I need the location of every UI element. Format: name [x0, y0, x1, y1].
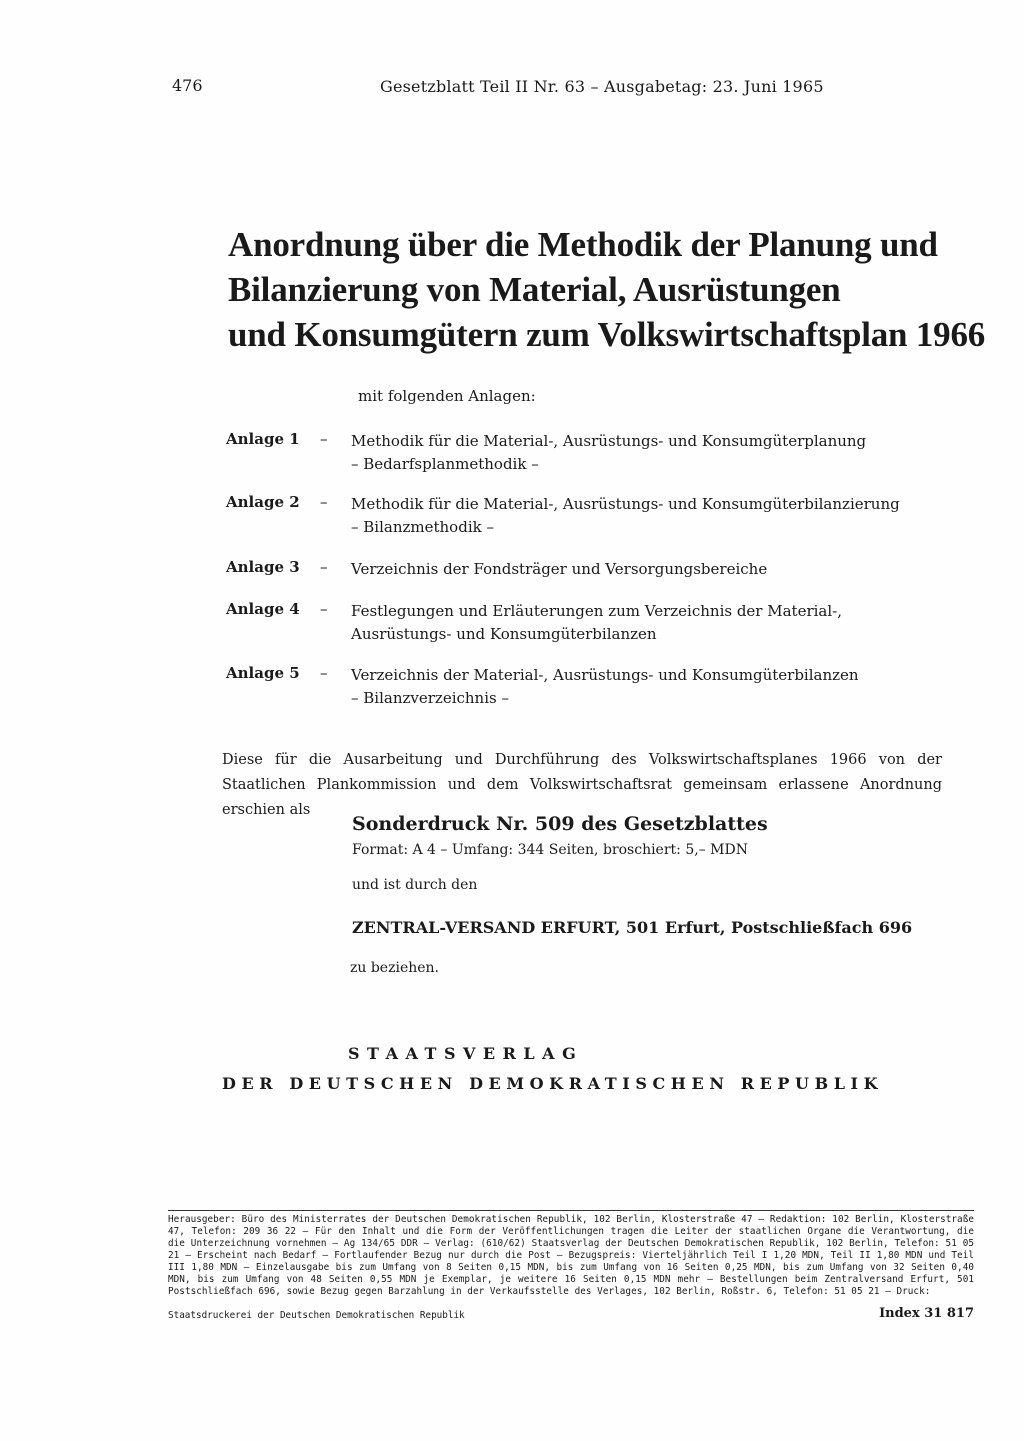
attachment-line-2: Ausrüstungs- und Konsumgüterbilanzen: [351, 625, 657, 643]
title-line-2: Bilanzierung von Material, Ausrüstungen: [228, 270, 841, 309]
attachment-line-2: – Bilanzmethodik –: [351, 518, 494, 536]
attachment-line-1: Verzeichnis der Fondsträger und Versorgungsbereiche: [351, 560, 768, 578]
sonderdruck-title: Sonderdruck Nr. 509 des Gesetzblattes: [352, 813, 768, 835]
sonderdruck-format: Format: A 4 – Umfang: 344 Seiten, broschiert: 5,– MDN: [352, 842, 748, 858]
document-title: [228, 222, 986, 357]
attachment-label: Anlage 4: [226, 600, 300, 618]
attachment-description: [351, 493, 971, 539]
attachment-label: Anlage 1: [226, 430, 300, 448]
attachment-line-2: – Bilanzverzeichnis –: [351, 689, 509, 707]
footer-imprint: Herausgeber: Büro des Ministerrates der Deutschen Demokratischen Republik, 102 Berlin, Klosterstraße 47 – Redaktion: 102 Berlin, Klosterstraße 47, Telefon: 209 36 22 – Für den Inhalt und die Form der Veröffentlichungen tragen die Leiter der staatlichen Organe die Verantwortung, die die Unterzeichnung vornehmen – Ag 134/65 DDR – Verlag: (610/62) Staatsverlag der Deutschen Demokratischen Republik, 102 Berlin, Telefon: 51 05 21 – Erscheint nach Bedarf – Fortlaufender Bezug nur durch die Post – Bezugspreis: Vierteljährlich Teil I 1,20 MDN, Teil II 1,80 MDN und Teil III 1,80 MDN – Einzelausgabe bis zum Umfang von 8 Seiten 0,15 MDN, bis zum Umfang von 16 Seiten 0,25 MDN, bis zum Umfang von 32 Seiten 0,40 MDN, bis zum Umfang von 48 Seiten 0,55 MDN je Exemplar, je weitere 16 Seiten 0,15 MDN mehr – Bestellungen beim Zentralversand Erfurt, 501 Postschließfach 696, sowie Bezug gegen Barzahlung in der Verkaufsstelle des Verlages, 102 Berlin, Roßstr. 6, Telefon: 51 05 21 – Druck:: [168, 1214, 974, 1297]
attachment-line-1: Methodik für die Material-, Ausrüstungs- und Konsumgüterplanung: [351, 432, 867, 450]
attachment-line-1: Verzeichnis der Material-, Ausrüstungs- und Konsumgüterbilanzen: [351, 666, 859, 684]
footer-last-line: [168, 1306, 974, 1322]
footer-divider: [168, 1210, 974, 1211]
attachment-dash: –: [320, 493, 328, 511]
attachment-line-2: – Bedarfsplanmethodik –: [351, 455, 539, 473]
versand-address: ZENTRAL-VERSAND ERFURT, 501 Erfurt, Postschließfach 696: [352, 918, 913, 937]
index-number: Index 31 817: [879, 1306, 974, 1321]
publisher-name-line-1: STAATSVERLAG: [348, 1044, 584, 1063]
attachment-dash: –: [320, 558, 328, 576]
sonderdruck-via: und ist durch den: [352, 877, 478, 893]
attachment-label: Anlage 5: [226, 664, 300, 682]
intro-paragraph: Diese für die Ausarbeitung und Durchführung des Volkswirtschaftsplanes 1966 von der Staatlichen Plankommission und dem Volkswirtschaftsrat gemeinsam erlassene Anordnung erschien als: [222, 752, 942, 818]
attachment-description: [351, 430, 971, 476]
title-line-1: Anordnung über die Methodik der Planung und: [228, 225, 938, 264]
publisher-name-line-2: DER DEUTSCHEN DEMOKRATISCHEN REPUBLIK: [222, 1074, 884, 1093]
attachment-description: [351, 664, 971, 710]
attachments-intro: mit folgenden Anlagen:: [358, 387, 536, 405]
attachment-line-1: Festlegungen und Erläuterungen zum Verzeichnis der Material-,: [351, 602, 843, 620]
title-line-3: und Konsumgütern zum Volkswirtschaftsplan 1966: [228, 315, 986, 354]
running-header: Gesetzblatt Teil II Nr. 63 – Ausgabetag: 23. Juni 1965: [380, 77, 824, 96]
attachment-description: [351, 558, 971, 581]
printer-credit: Staatsdruckerei der Deutschen Demokratischen Republik: [168, 1310, 465, 1321]
attachment-description: [351, 600, 971, 646]
attachment-dash: –: [320, 430, 328, 448]
attachment-dash: –: [320, 600, 328, 618]
attachment-line-1: Methodik für die Material-, Ausrüstungs- und Konsumgüterbilanzierung: [351, 495, 900, 513]
attachment-dash: –: [320, 664, 328, 682]
page-number: 476: [172, 76, 203, 95]
attachment-label: Anlage 2: [226, 493, 300, 511]
beziehen-text: zu beziehen.: [350, 960, 439, 976]
attachment-label: Anlage 3: [226, 558, 300, 576]
